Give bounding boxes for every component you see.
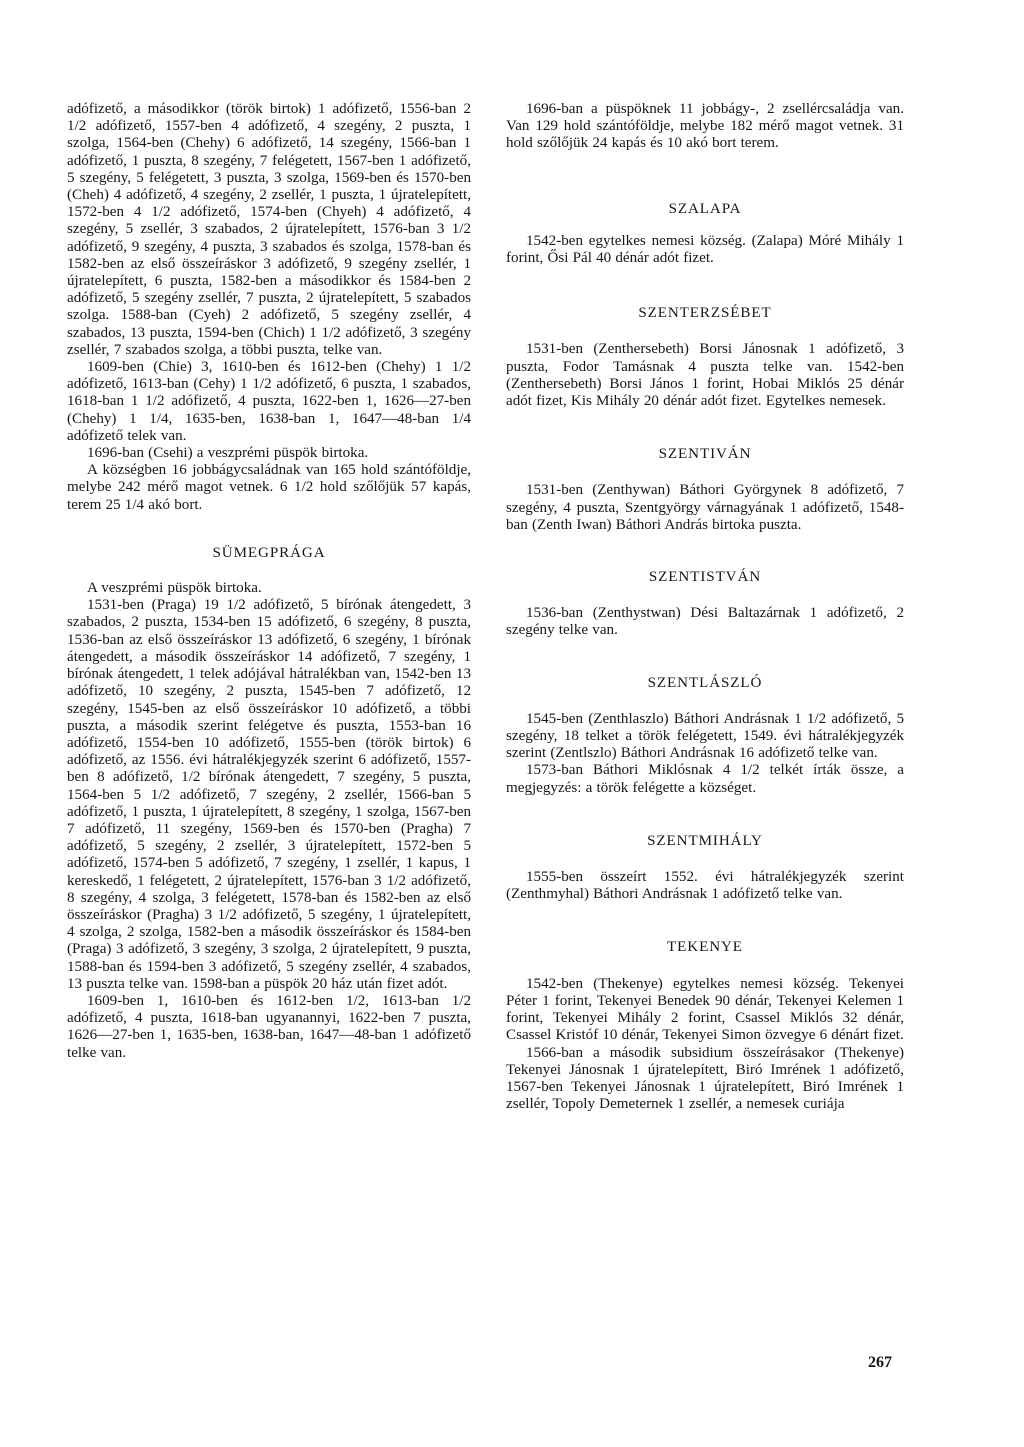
paragraph-1609: 1609-ben (Chie) 3, 1610-ben és 1612-ben (Chehy) 1 1/2 adófizető, 1613-ban (Cehy) 1 1/2 adófizető, 6 puszta, 1 szabados, 1618-ban 1 1/2 adófizető, 4 puszta, 1622-ben 1, 1626—27-ben (Chehy) 1 1/4, 1635-ben, 1638-ban 1, 1647—48-ban 1/4 adófizető telek van. <box>67 359 471 444</box>
heading-sumegpraga: SÜMEGPRÁGA <box>212 544 326 561</box>
tekenye-paragraph-2: 1566-ban a második subsidium összeírásakor (Thekenye) Tekenyei Jánosnak 1 újratelepített, Biró Imrének 1 adófizető, 1567-ben Tekenyei Jánosnak 1 újratelepített, Biró Imrének 1 zsellér, Topoly Demeternek 1 zsellér, a nemesek curiája <box>506 1044 904 1113</box>
paragraph-kozseg: A községben 16 jobbágycsaládnak van 165 hold szántóföldje, melybe 242 mérő magot vetnek. 6 1/2 hold szőlőjük 57 kapás, terem 25 1/4 akó bort. <box>67 462 471 513</box>
szentlaszlo-paragraph-2: 1573-ban Báthori Miklósnak 4 1/2 telkét írták össze, a megjegyzés: a török felégette a községet. <box>506 762 904 796</box>
right-column <box>506 101 904 1113</box>
heading-tekenye: TEKENYE <box>667 939 743 956</box>
heading-szentlaszlo: SZENTLÁSZLÓ <box>647 674 763 691</box>
szentistvan-paragraph: 1536-ban (Zenthystwan) Dési Baltazárnak 1 adófizető, 2 szegény telke van. <box>506 605 904 639</box>
sumegpraga-paragraph-2: 1531-ben (Praga) 19 1/2 adófizető, 5 bírónak átengedett, 3 szabados, 2 puszta, 1534-ben 15 adófizető, 6 szegény, 8 puszta, 1536-ban az első összeíráskor 13 adófizető, 6 szegény, 1 bírónak átengedett, a második összeíráskor 14 adófizető, 7 szegény, 1 bírónak átengedett, 1 telek adójával hátralékban van, 1542-ben 13 adófizető, 10 szegény, 2 puszta, 1545-ben 7 adófizető, 12 szegény, 1545-ben az első összeíráskor 10 adófizető, a többi puszta, a második szerint felégetve és puszta, 1553-ban 16 adófizető, 1554-ben 10 adófizető, 1555-ben (török birtok) 6 adófizető, az 1556. évi hátralékjegyzék szerint 6 adófizető, 1557-ben 8 adófizető, 1/2 bírónak átengedett, 7 szegény, 5 puszta, 1564-ben 5 1/2 adófizető, 7 szegény, 2 zsellér, 1566-ban 5 adófizető, 1 puszta, 1 újratelepített, 8 szegény, 1 szolga, 1567-ben 7 adófizető, 11 szegény, 1569-ben és 1570-ben (Pragha) 7 adófizető, 5 szegény, 2 zsellér, 3 újratelepített, 1572-ben 5 adófizető, 1574-ben 5 adófizető, 7 szegény, 1 zsellér, 1 kapus, 1 kereskedő, 1 felégetett, 2 újratelepített, 1576-ban 3 1/2 adófizető, 8 szegény, 4 szolga, 3 felégetett, 1578-ban és 1582-ben az első összeíráskor (Pragha) 3 1/2 adófizető, 5 szegény, 1 újratelepített, 4 szolga, 2 szolga, 1582-ben a második összeíráskor és 1584-ben (Praga) 3 adófizető, 3 szegény, 3 szolga, 2 újratelepített, 9 puszta, 1588-ban és 1594-ben 3 adófizető, 5 szegény zsellér, 4 szabados, 13 puszta telke van. 1598-ban a püspök 20 ház után fizet adót. <box>67 597 471 992</box>
heading-szalapa: SZALAPA <box>668 200 742 217</box>
szalapa-paragraph: 1542-ben egytelkes nemesi község. (Zalapa) Móré Mihály 1 forint, Ősi Pál 40 dénár adót fizet. <box>506 232 904 267</box>
szentlaszlo-paragraph-1: 1545-ben (Zenthlaszlo) Báthori Andrásnak 1 1/2 adófizető, 5 szegény, 18 telket a török felégetett, 1549. évi hátralékjegyzék szerint (Zentlszlo) Báthori Andrásnak 16 adófizető telke van. <box>506 710 904 762</box>
heading-szentivan: SZENTIVÁN <box>658 446 752 463</box>
intro-paragraph: adófizető, a másodikkor (török birtok) 1 adófizető, 1556-ban 2 1/2 adófizető, 1557-ben 4 adófizető, 4 szegény, 2 puszta, 1 szolga, 1564-ben (Chehy) 6 adófizető, 14 szegény, 1566-ban 1 adófizető, 1 puszta, 8 szegény, 7 felégetett, 1567-ben 1 adófizető, 5 szegény, 5 felégetett, 3 puszta, 3 szolga, 1569-ben és 1570-ben (Cheh) 4 adófizető, 4 szegény, 2 zsellér, 1 puszta, 1 újratelepített, 1572-ben 4 1/2 adófizető, 1574-ben (Chyeh) 4 adófizető, 4 szegény, 5 zsellér, 3 szabados, 2 újratelepített, 1576-ban 3 1/2 adófizető, 9 szegény, 4 puszta, 3 szabados és szolga, 1578-ban és 1582-ben az első összeíráskor 3 adófizető, 9 szegény zsellér, 1 újratelepített, 6 puszta, 1582-ben a másodikkor és 1584-ben 2 adófizető, 5 szegény zsellér, 7 puszta, 2 újratelepített, 5 szabados szolga. 1588-ban (Cyeh) 2 adófizető, 5 szegény zsellér, 4 szabados, 13 puszta, 1594-ben (Chich) 1 1/2 adófizető, 3 szegény zsellér, 7 szabados szolga, a többi puszta, telke van. <box>67 101 471 358</box>
sumegpraga-paragraph-1: A veszprémi püspök birtoka. <box>87 580 262 597</box>
szentivan-paragraph: 1531-ben (Zenthywan) Báthori Györgynek 8 adófizető, 7 szegény, 4 puszta, Szentgyörgy várnagyának 1 adófizető, 1548-ban (Zenth Iwan) Báthori András birtoka puszta. <box>506 482 904 533</box>
szentmihaly-paragraph: 1555-ben összeírt 1552. évi hátralékjegyzék szerint (Zenthmyhal) Báthori Andrásnak 1 adófizető telke van. <box>506 869 904 903</box>
heading-szentmihaly: SZENTMIHÁLY <box>647 832 763 849</box>
page-number: 267 <box>868 1354 892 1371</box>
right-top-paragraph: 1696-ban a püspöknek 11 jobbágy-, 2 zsellércsaládja van. Van 129 hold szántóföldje, melybe 182 mérő magot vetnek. 31 hold szőlőjük 24 kapás és 10 akó bort terem. <box>506 101 904 152</box>
paragraph-1696: 1696-ban (Csehi) a veszprémi püspök birtoka. <box>87 445 369 462</box>
tekenye-paragraph-1: 1542-ben (Thekenye) egytelkes nemesi község. Tekenyei Péter 1 forint, Tekenyei Benedek 90 dénár, Tekenyei Kelemen 1 forint, Tekenyei Mihály 2 forint, Csassel Miklós 32 dénár, Csassel Kristóf 10 dénár, Tekenyei Simon özvegye 6 dénárt fizet. <box>506 975 904 1044</box>
heading-szentistvan: SZENTISTVÁN <box>648 569 762 586</box>
sumegpraga-paragraph-3: 1609-ben 1, 1610-ben és 1612-ben 1/2, 1613-ban 1/2 adófizető, 4 puszta, 1618-ban ugyanannyi, 1622-ben 7 puszta, 1626—27-ben 1, 1635-ben, 1638-ban, 1647—48-ban 1 adófizető telke van. <box>67 992 471 1061</box>
szenterzsebet-paragraph: 1531-ben (Zenthersebeth) Borsi Jánosnak 1 adófizető, 3 puszta, Fodor Tamásnak 4 puszta telke van. 1542-ben (Zenthersebeth) Borsi János 1 forint, Hobai Miklós 25 dénár adót fizet, Kis Mihály 20 dénár adót fizet. Egytelkes nemesek. <box>506 341 904 410</box>
heading-szenterzsebet: SZENTERZSÉBET <box>638 305 772 322</box>
left-column <box>67 101 471 1062</box>
